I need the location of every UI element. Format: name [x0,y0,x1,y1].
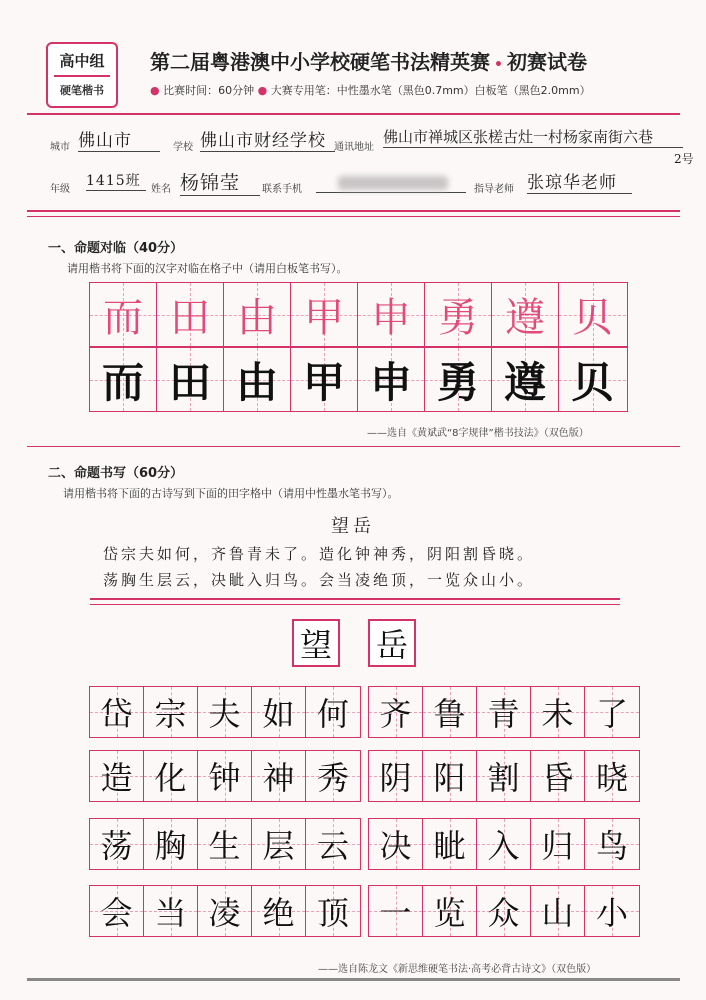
written-char: 晓 [595,759,628,797]
writing-row-left [89,818,361,870]
grid-cell[interactable] [252,687,306,737]
model-char: 勇 [438,295,478,341]
written-char: 甲 [302,357,345,407]
copy-cell[interactable] [358,348,425,411]
written-char: 会 [100,894,133,932]
model-char: 甲 [304,295,344,341]
copy-grid [89,347,628,412]
address-extra: 2号 [674,152,694,166]
grid-cell[interactable] [198,819,252,869]
grid-cell[interactable] [531,687,585,737]
badge-divider [54,75,110,77]
grid-cell[interactable] [585,751,639,801]
written-char: 钟 [208,759,241,797]
bullet-icon: ● [150,84,160,97]
title-separator: • [494,57,503,73]
grid-cell[interactable] [144,687,198,737]
copy-cell[interactable] [90,348,157,411]
phone-field[interactable] [316,176,466,193]
written-char: 云 [316,827,349,865]
page-title [150,46,587,75]
grid-cell[interactable] [198,751,252,801]
copy-cell[interactable] [224,348,291,411]
written-char: 凌 [208,894,241,932]
writing-row-right [368,750,640,802]
written-char: 了 [595,695,628,733]
written-char: 览 [433,894,466,932]
section-divider [27,446,680,447]
teacher-label: 指导老师 [474,184,514,195]
grid-cell[interactable] [369,886,423,936]
name-field[interactable]: 杨锦莹 [180,168,260,196]
exam-pen: 大赛专用笔：中性墨水笔（黑色0.7mm）白板笔（黑色2.0mm） [270,84,591,97]
written-char: 如 [262,695,295,733]
name-label: 姓名 [151,184,171,195]
writing-row-right [368,885,640,937]
writing-row-left [89,686,361,738]
grid-cell[interactable] [531,751,585,801]
grade-label: 年级 [50,184,70,195]
copy-cell[interactable] [425,348,492,411]
grid-cell[interactable] [144,819,198,869]
phone-redaction [338,176,448,190]
title-char: 望 [299,626,332,664]
model-char: 由 [237,295,277,341]
written-char: 何 [316,695,349,733]
copy-cell[interactable] [291,348,358,411]
grade-field[interactable]: 1415班 [86,170,146,191]
grid-cell[interactable] [144,751,198,801]
model-cell [358,283,425,346]
grid-cell[interactable] [477,819,531,869]
written-char: 岱 [100,695,133,733]
form-rule-top [27,210,680,212]
model-cell [90,283,157,346]
model-char: 遵 [505,295,545,341]
grid-cell[interactable] [252,886,306,936]
title-box[interactable] [292,619,340,667]
grid-cell[interactable] [252,751,306,801]
written-char: 归 [541,827,574,865]
model-char: 申 [371,295,411,341]
model-cell [224,283,291,346]
model-cell [559,283,626,346]
city-label: 城市 [50,142,70,153]
writing-row-right [368,686,640,738]
model-char: 田 [170,295,210,341]
bullet-icon: ● [257,84,268,97]
writing-row-left [89,750,361,802]
school-label: 学校 [173,142,193,153]
model-cell [492,283,559,346]
copy-cell[interactable] [559,348,626,411]
exam-info [150,82,591,98]
badge-style-label: 硬笔楷书 [60,84,104,97]
written-char: 秀 [316,759,349,797]
grid-cell[interactable] [423,751,477,801]
grid-cell[interactable] [306,819,360,869]
written-char: 当 [154,894,187,932]
written-char: 顶 [316,894,349,932]
teacher-field[interactable]: 张琼华老师 [527,168,632,194]
grid-cell[interactable] [198,687,252,737]
model-cell [291,283,358,346]
grid-cell[interactable] [369,819,423,869]
grid-cell[interactable] [90,886,144,936]
written-char: 荡 [100,827,133,865]
grid-cell[interactable] [90,819,144,869]
grid-cell[interactable] [585,819,639,869]
written-char: 神 [262,759,295,797]
written-char: 由 [235,357,278,407]
poem-rule-top [90,598,620,600]
grid-cell[interactable] [144,886,198,936]
model-cell [425,283,492,346]
grid-cell[interactable] [531,886,585,936]
section2-heading: 二、命题书写（60分） [48,466,184,481]
grid-cell[interactable] [585,886,639,936]
writing-row-right [368,818,640,870]
model-char: 贝 [572,295,613,341]
poem-title: 望岳 [331,516,375,537]
written-char: 割 [487,759,520,797]
written-char: 化 [154,759,187,797]
copy-cell[interactable] [157,348,224,411]
written-char: 胸 [154,827,187,865]
written-char: 小 [595,894,628,932]
address-field[interactable]: 佛山市禅城区张槎古灶一村杨家南街六巷 [383,126,683,148]
grid-cell[interactable] [477,751,531,801]
grid-cell[interactable] [531,819,585,869]
poem-line: 岱宗夫如何，齐鲁青未了。造化钟神秀，阴阳割昏晓。 [103,545,536,563]
written-char: 生 [208,827,241,865]
written-char: 一 [379,894,412,932]
grid-cell[interactable] [423,886,477,936]
grid-cell[interactable] [306,886,360,936]
written-char: 而 [101,357,144,407]
written-char: 贝 [571,357,614,407]
poem-line: 荡胸生层云，决眦入归鸟。会当凌绝顶，一览众山小。 [103,571,536,589]
written-char: 田 [168,357,211,407]
group-badge [46,42,118,108]
written-char: 阴 [379,759,412,797]
grid-cell[interactable] [90,687,144,737]
badge-group-label: 高中组 [59,52,105,70]
header-rule [27,113,680,115]
grid-cell[interactable] [252,819,306,869]
phone-label: 联系手机 [262,184,302,195]
written-char: 昏 [541,759,574,797]
written-char: 绝 [262,894,295,932]
section1-instruction: 请用楷书将下面的汉字对临在格子中（请用白板笔书写）。 [67,262,348,275]
written-char: 鸟 [595,827,628,865]
writing-row-left [89,885,361,937]
school-field[interactable]: 佛山市财经学校 [200,126,335,152]
written-char: 青 [487,695,520,733]
section2-instruction: 请用楷书将下面的古诗写到下面的田字格中（请用中性墨水笔书写）。 [63,487,399,500]
city-field[interactable]: 佛山市 [78,126,160,152]
written-char: 眦 [433,827,466,865]
written-char: 遵 [503,357,546,407]
grid-cell[interactable] [90,751,144,801]
address-label: 通讯地址 [334,142,374,153]
written-char: 入 [487,827,520,865]
grid-cell[interactable] [198,886,252,936]
written-char: 鲁 [433,695,466,733]
title-char: 岳 [375,626,408,664]
written-char: 宗 [154,695,187,733]
written-char: 造 [100,759,133,797]
section1-heading: 一、命题对临（40分） [48,241,184,256]
grid-cell[interactable] [306,687,360,737]
grid-cell[interactable] [477,886,531,936]
written-char: 未 [541,695,574,733]
title-suffix: 初赛试卷 [506,50,587,74]
written-char: 决 [379,827,412,865]
grid-cell[interactable] [423,687,477,737]
poem-rule-bottom [90,604,620,605]
written-char: 层 [262,827,295,865]
grid-cell[interactable] [585,687,639,737]
model-char: 而 [103,295,143,341]
grid-cell[interactable] [369,687,423,737]
grid-cell[interactable] [477,687,531,737]
model-grid [89,282,628,347]
section1-source: ——选自《黄斌武“8字规律”楷书技法》（双色版） [367,428,589,439]
written-char: 申 [369,357,412,407]
written-char: 夫 [208,695,241,733]
section2-source: ——选自陈龙文《新思维硬笔书法·高考必背古诗文》（双色版） [318,964,597,975]
copy-cell[interactable] [492,348,559,411]
model-cell [157,283,224,346]
title-box[interactable] [368,619,416,667]
written-char: 山 [541,894,574,932]
title-main: 第二届粤港澳中小学校硬笔书法精英赛 [150,50,490,74]
grid-cell[interactable] [306,751,360,801]
written-char: 齐 [379,695,412,733]
written-char: 众 [487,894,520,932]
grid-cell[interactable] [369,751,423,801]
grid-cell[interactable] [423,819,477,869]
exam-time: 比赛时间：60分钟 [163,84,255,97]
form-rule-bottom [27,216,680,217]
written-char: 勇 [436,357,479,407]
footer-rule [27,978,680,981]
written-char: 阳 [433,759,466,797]
